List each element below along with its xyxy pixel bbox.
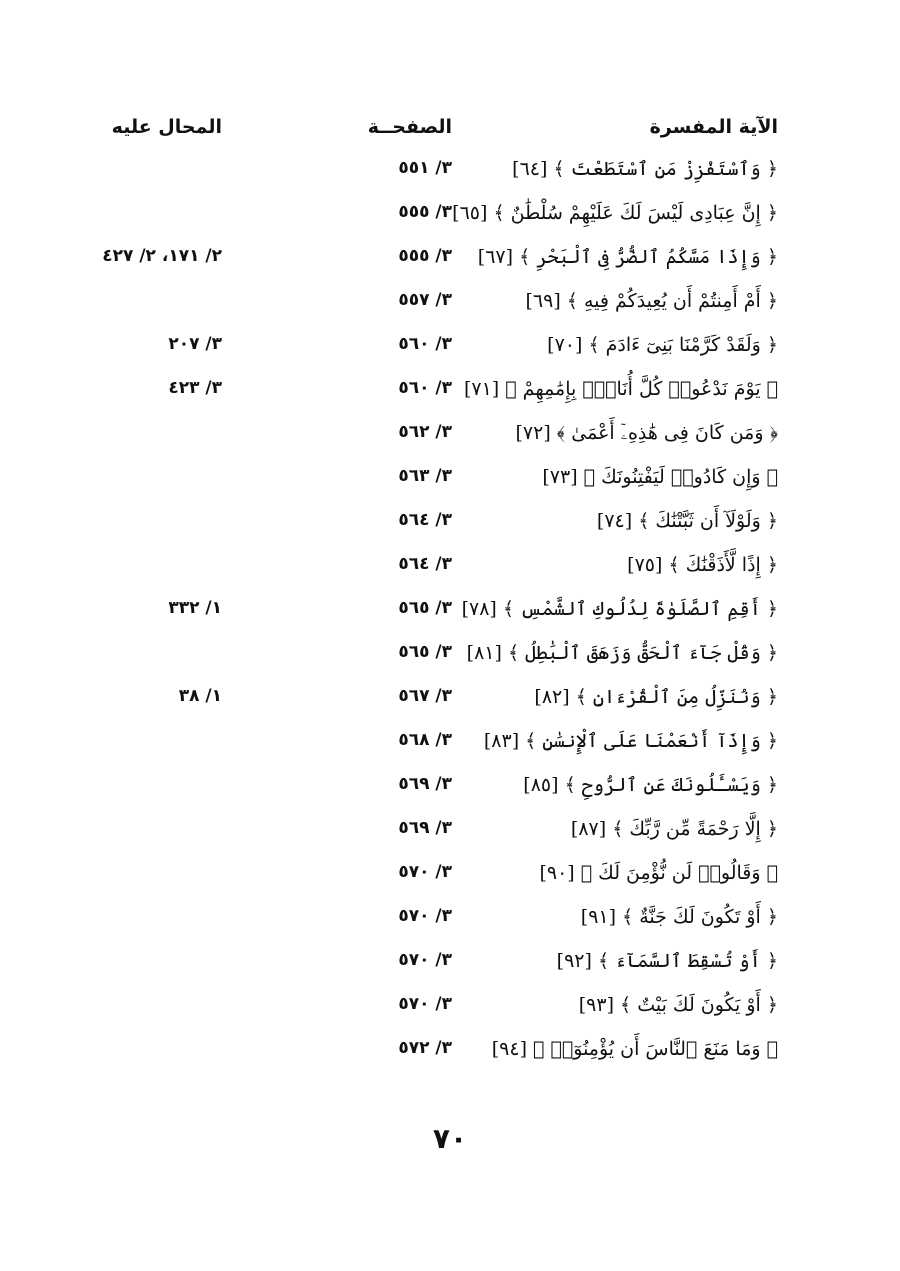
table-row [0, 592, 900, 636]
page-cell: ٣/ ٥٦٩ [398, 774, 452, 794]
verse-cell: ﴿ يَوْمَ نَدْعُوا۟ كُلَّ أُنَاسٍۭ بِإِمَٰمِهِمْ ﴾ [٧١] [463, 378, 778, 400]
page-cell: ٣/ ٥٧٢ [398, 1038, 452, 1058]
page-cell: ٣/ ٥٥١ [398, 158, 452, 178]
verse-cell: ﴿ وَيَسْـَٔلُونَكَ عَنِ ٱلرُّوحِ ﴾ [٨٥] [523, 774, 778, 796]
verse-cell: ﴿ وَإِذَآ أَنْعَمْنَا عَلَى ٱلْإِنسَٰنِ ﴾ [٨٣] [483, 730, 778, 752]
verse-cell: ﴿ أَقِمِ ٱلصَّلَوٰةَ لِدُلُوكِ ٱلشَّمْسِ ﴾ [٧٨] [461, 598, 778, 620]
table-row [0, 988, 900, 1032]
table-row [0, 284, 900, 328]
page-cell: ٣/ ٥٧٠ [398, 906, 452, 926]
reference-cell: ١/ ٣٨ [178, 686, 222, 706]
reference-cell: ٣/ ٢٠٧ [168, 334, 222, 354]
verse-cell: ﴿ إِذًا لَّأَذَقْنَٰكَ ﴾ [٧٥] [627, 554, 778, 576]
page-cell: ٣/ ٥٦٠ [398, 378, 452, 398]
table-body [0, 152, 900, 1076]
table-header [0, 116, 900, 146]
table-row [0, 1032, 900, 1076]
verse-cell: ﴿ وَٱسْتَفْزِزْ مَنِ ٱسْتَطَعْتَ ﴾ [٦٤] [512, 158, 778, 180]
table-row [0, 416, 900, 460]
header-page: الصفحــة [367, 116, 452, 138]
reference-cell: ٢/ ١٧١، ٢/ ٤٢٧ [102, 246, 222, 266]
reference-cell: ٣/ ٤٢٣ [168, 378, 222, 398]
verse-cell: ﴿ أَمْ أَمِنتُمْ أَن يُعِيدَكُمْ فِيهِ ﴾ [٦٩] [525, 290, 778, 312]
table-row [0, 372, 900, 416]
page-cell: ٣/ ٥٥٥ [398, 202, 452, 222]
header-interpreted-verse: الآية المفسرة [649, 116, 778, 138]
table-row [0, 944, 900, 988]
page-cell: ٣/ ٥٦٧ [398, 686, 452, 706]
verse-cell: ﴿ وَلَقَدْ كَرَّمْنَا بَنِىٓ ءَادَمَ ﴾ [٧٠] [547, 334, 778, 356]
table-row [0, 768, 900, 812]
table-row [0, 328, 900, 372]
verse-cell: ﴿ وَمَن كَانَ فِى هَٰذِهِۦٓ أَعْمَىٰ ﴾ [٧٢] [515, 422, 778, 444]
verse-cell: ﴿ وَلَوْلَآ أَن ثَبَّتْنَٰكَ ﴾ [٧٤] [596, 510, 778, 532]
page-cell: ٣/ ٥٦٢ [398, 422, 452, 442]
page-cell: ٣/ ٥٦٥ [398, 642, 452, 662]
verse-cell: ﴿ وَنُنَزِّلُ مِنَ ٱلْقُرْءَانِ ﴾ [٨٢] [534, 686, 778, 708]
page-cell: ٣/ ٥٦٨ [398, 730, 452, 750]
verse-cell: ﴿ أَوْ تَكُونَ لَكَ جَنَّةٌ ﴾ [٩١] [580, 906, 778, 928]
table-row [0, 240, 900, 284]
table-row [0, 900, 900, 944]
page-cell: ٣/ ٥٦٥ [398, 598, 452, 618]
table-row [0, 504, 900, 548]
header-referenced: المحال عليه [111, 116, 222, 138]
page-cell: ٣/ ٥٦٤ [398, 510, 452, 530]
table-row [0, 812, 900, 856]
verse-cell: ﴿ وَقَالُوا۟ لَن نُّؤْمِنَ لَكَ ﴾ [٩٠] [539, 862, 778, 884]
verse-cell: ﴿ وَمَا مَنَعَ ٱلنَّاسَ أَن يُؤْمِنُوٓا۟ ﴾ [٩٤] [491, 1038, 778, 1060]
table-row [0, 680, 900, 724]
table-row [0, 548, 900, 592]
page-cell: ٣/ ٥٧٠ [398, 950, 452, 970]
verse-cell: ﴿ إِلَّا رَحْمَةً مِّن رَّبِّكَ ﴾ [٨٧] [570, 818, 778, 840]
page-cell: ٣/ ٥٦٠ [398, 334, 452, 354]
table-row [0, 636, 900, 680]
table-row [0, 856, 900, 900]
reference-cell: ١/ ٣٣٢ [168, 598, 222, 618]
verse-cell: ﴿ وَإِن كَادُوا۟ لَيَفْتِنُونَكَ ﴾ [٧٣] [542, 466, 778, 488]
page-cell: ٣/ ٥٦٤ [398, 554, 452, 574]
verse-cell: ﴿ وَقُلْ جَآءَ ٱلْحَقُّ وَزَهَقَ ٱلْبَٰطِلُ ﴾ [٨١] [466, 642, 778, 664]
verse-cell: ﴿ أَوْ تُسْقِطَ ٱلسَّمَآءَ ﴾ [٩٢] [556, 950, 778, 972]
page-cell: ٣/ ٥٦٣ [398, 466, 452, 486]
page-cell: ٣/ ٥٥٧ [398, 290, 452, 310]
table-row [0, 152, 900, 196]
page-cell: ٣/ ٥٧٠ [398, 994, 452, 1014]
verse-cell: ﴿ أَوْ يَكُونَ لَكَ بَيْتٌ ﴾ [٩٣] [578, 994, 778, 1016]
page-number: ٧٠ [432, 1122, 468, 1155]
page-cell: ٣/ ٥٦٩ [398, 818, 452, 838]
table-row [0, 196, 900, 240]
page-cell: ٣/ ٥٧٠ [398, 862, 452, 882]
table-row [0, 724, 900, 768]
page-cell: ٣/ ٥٥٥ [398, 246, 452, 266]
verse-cell: ﴿ وَإِذَا مَسَّكُمُ ٱلضُّرُّ فِى ٱلْبَحْرِ ﴾ [٦٧] [477, 246, 778, 268]
verse-cell: ﴿ إِنَّ عِبَادِى لَيْسَ لَكَ عَلَيْهِمْ سُلْطَٰنٌ ﴾ [٦٥] [452, 202, 778, 224]
table-row [0, 460, 900, 504]
